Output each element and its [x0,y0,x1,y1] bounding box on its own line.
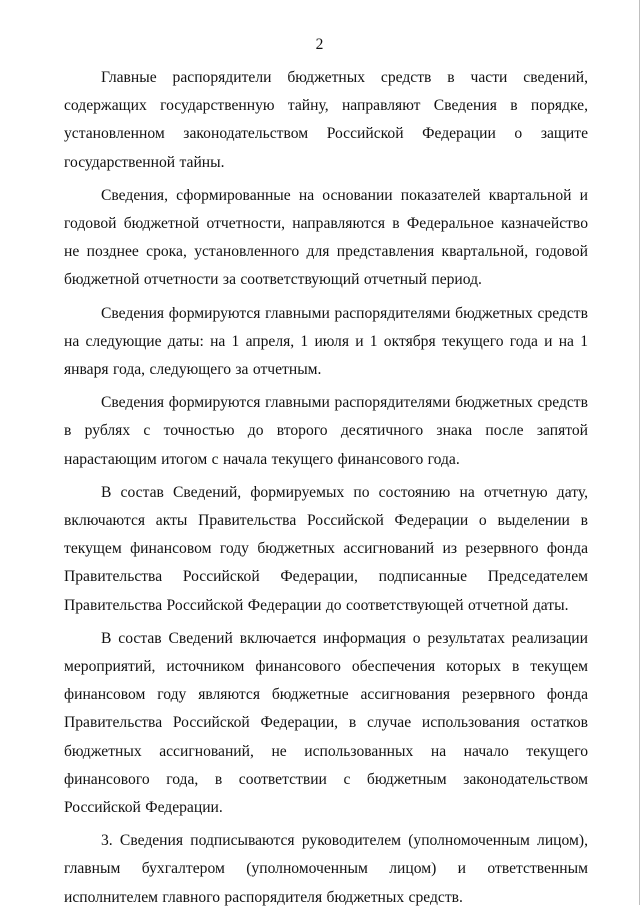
page-number: 2 [315,36,324,53]
paragraph-rouble-precision: Сведения формируются главными распорядителями бюджетных средств в рублях с точностью до второго десятичного знака после запятой нарастающим итогом с начала текущего финансового года. [64,394,588,468]
paragraph-signatures: 3. Сведения подписываются руководителем (уполномоченным лицом), главным бухгалтером (уполномоченным лицом) и ответственным исполнителем главного распорядителя бюджетных средств. [64,832,588,906]
paragraph-submission-deadline: Сведения, сформированные на основании показателей квартальной и годовой бюджетной отчетности, направляются в Федеральное казначейство не позднее срока, установленного для представления квартальной, годовой бюджетной отчетности за соответствующий отчетный период. [64,186,588,289]
paragraph-state-secret: Главные распорядители бюджетных средств в части сведений, содержащих государственную тайну, направляют Сведения в порядке, установленном законодательством Российской Федерации о защите государственной тайны. [64,69,588,171]
document-body [64,64,588,917]
paragraph-reporting-dates: Сведения формируются главными распорядителями бюджетных средств на следующие даты: на 1 апреля, 1 июля и 1 октября текущего года и на 1 января года, следующего за отчетным. [64,304,588,379]
paragraph-government-acts: В состав Сведений, формируемых по состоянию на отчетную дату, включаются акты Правительства Российской Федерации о выделении в текущем финансовом году бюджетных ассигнований из резервного фонда Правительства Российской Федерации, подписанные Председателем Правительства Российской Федерации до соответствующей отчетной даты. [64,483,588,614]
paragraph-implementation-results: В состав Сведений включается информация о результатах реализации мероприятий, источником финансового обеспечения которых в текущем финансовом году являются бюджетные ассигнования резервного фонда Правительства Российской Федерации, в случае использования остатков бюджетных ассигнований, не использованных на начало текущего финансового года, в соответствии с бюджетным законодательством Российской Федерации. [64,629,588,817]
